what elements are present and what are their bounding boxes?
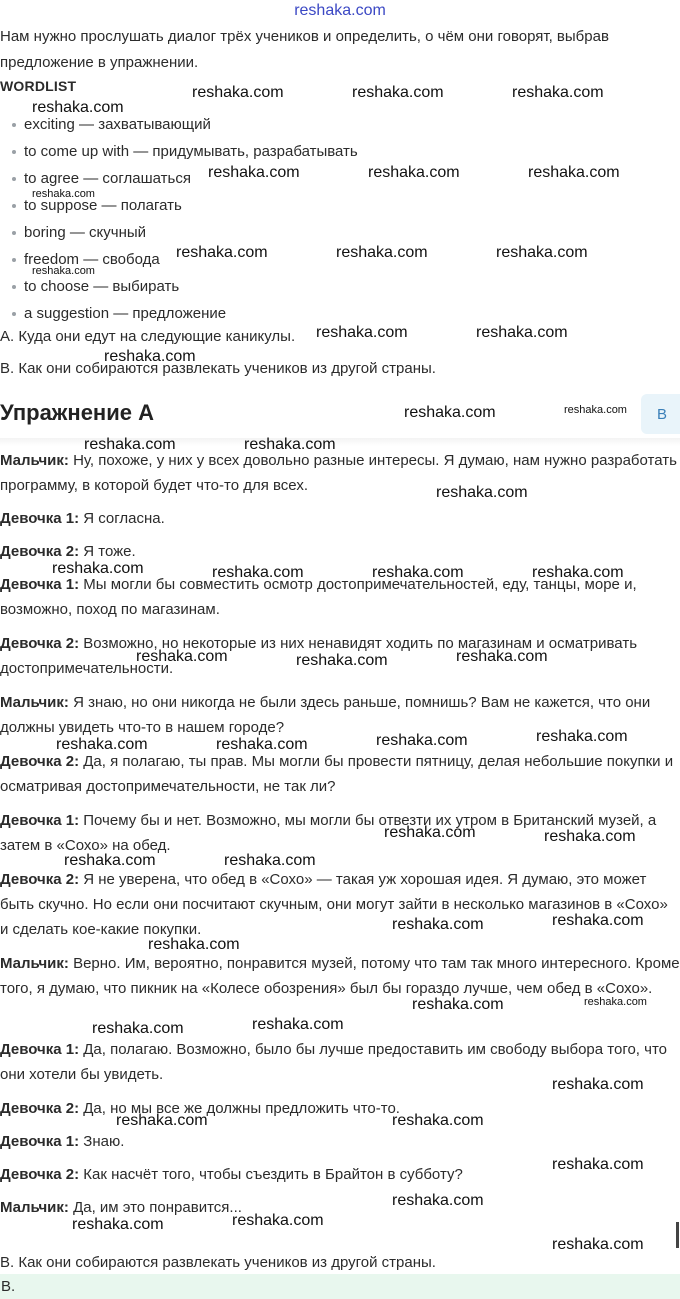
watermark: reshaka.com [392, 1112, 484, 1129]
watermark: reshaka.com [336, 244, 428, 261]
watermark: reshaka.com [392, 1192, 484, 1209]
watermark: reshaka.com [252, 1016, 344, 1033]
watermark: reshaka.com [528, 164, 620, 181]
intro-text: Нам нужно прослушать диалог трёх учеников и определить, о чём они говорят, выбрав предложение в упражнении. [0, 28, 609, 71]
bullet-icon [12, 204, 16, 208]
watermark: reshaka.com [384, 824, 476, 841]
bullet-icon [12, 231, 16, 235]
watermark: reshaka.com [176, 244, 268, 261]
watermark: reshaka.com [536, 728, 628, 745]
dialogue-line: Девочка 2: Я не уверена, что обед в «Сохо» — такая уж хорошая идея. Я думаю, это может быть скучно. Но если они посчитают скучным, они могут зайти в несколько магазинов в «Сохо» и сделать кое-какие покупки. [0, 871, 668, 938]
watermark: reshaka.com [72, 1216, 164, 1233]
watermark: reshaka.com [232, 1212, 324, 1229]
answer-bar: B. [0, 1274, 680, 1299]
watermark: reshaka.com [52, 560, 144, 577]
wordlist-item: to suppose — полагать [12, 195, 358, 222]
wordlist-title: WORDLIST [0, 78, 77, 94]
watermark: reshaka.com [496, 244, 588, 261]
option-a: A. Куда они едут на следующие каникулы. [0, 328, 296, 345]
watermark: reshaka.com [56, 736, 148, 753]
watermark: reshaka.com [136, 648, 228, 665]
watermark: reshaka.com [84, 436, 176, 453]
bullet-icon [12, 258, 16, 262]
exercise-title: Упражнение A [0, 400, 154, 425]
watermark: reshaka.com [392, 916, 484, 933]
wordlist-item: exciting — захватывающий [12, 114, 358, 141]
watermark: reshaka.com [92, 1020, 184, 1037]
watermark: reshaka.com [244, 436, 336, 453]
dialogue-line: Девочка 2: Да, я полагаю, ты прав. Мы могли бы провести пятницу, делая небольшие покупки и осматривая достопримечательности, не так ли? [0, 753, 674, 795]
watermark: reshaka.com [368, 164, 460, 181]
dialogue-line: Девочка 1: Я согласна. [0, 510, 165, 527]
dialogue-line: Мальчик: Ну, похоже, у них у всех довольно разные интересы. Я думаю, нам нужно разработать программу, в которой будет что-то для всех. [0, 452, 677, 494]
watermark: reshaka.com [32, 188, 95, 200]
tab-b[interactable]: B [641, 394, 680, 434]
watermark: reshaka.com [224, 852, 316, 869]
bullet-icon [12, 312, 16, 316]
watermark: reshaka.com [532, 564, 624, 581]
watermark: reshaka.com [412, 996, 504, 1013]
wordlist-item: a suggestion — предложение [12, 303, 358, 330]
dialogue-line: Девочка 1: Мы могли бы совместить осмотр достопримечательностей, еду, танцы, море и, возможно, поход по магазинам. [0, 576, 637, 618]
watermark: reshaka.com [552, 1156, 644, 1173]
wordlist-item: to choose — выбирать [12, 276, 358, 303]
watermark: reshaka.com [64, 852, 156, 869]
dialogue-line: Девочка 2: Я тоже. [0, 543, 136, 560]
dialogue-line: Мальчик: Я знаю, но они никогда не были здесь раньше, помнишь? Вам не кажется, что они должны увидеть что-то в нашем городе? [0, 694, 651, 736]
dialogue-line: Девочка 1: Знаю. [0, 1133, 125, 1150]
watermark: reshaka.com [584, 996, 647, 1008]
watermark: reshaka.com [316, 324, 408, 341]
site-link[interactable]: reshaka.com [294, 2, 386, 19]
answer-text: B. Как они собираются развлекать учеников из другой страны. [0, 1254, 436, 1271]
watermark: reshaka.com [552, 1076, 644, 1093]
watermark: reshaka.com [116, 1112, 208, 1129]
dialogue-line: Девочка 1: Да, полагаю. Возможно, было бы лучше предоставить им свободу выбора того, что они хотели бы увидеть. [0, 1041, 667, 1083]
dialogue-line: Мальчик: Верно. Им, вероятно, понравится музей, потому что там так много интересного. Кроме того, я думаю, что пикник на «Колесе обозрения» был бы гораздо лучше, чем обед в «Сохо». [0, 955, 680, 997]
watermark: reshaka.com [208, 164, 300, 181]
watermark: reshaka.com [372, 564, 464, 581]
watermark: reshaka.com [32, 265, 95, 277]
watermark: reshaka.com [376, 732, 468, 749]
bullet-icon [12, 285, 16, 289]
watermark: reshaka.com [148, 936, 240, 953]
option-b: B. Как они собираются развлекать учеников из другой страны. [0, 360, 436, 377]
watermark: reshaka.com [544, 828, 636, 845]
watermark: reshaka.com [192, 84, 284, 101]
watermark: reshaka.com [456, 648, 548, 665]
dialogue-line: Девочка 2: Как насчёт того, чтобы съездить в Брайтон в субботу? [0, 1166, 463, 1183]
bullet-icon [12, 177, 16, 181]
watermark: reshaka.com [552, 912, 644, 929]
wordlist-item: freedom — свобода [12, 249, 358, 276]
watermark: reshaka.com [296, 652, 388, 669]
bullet-icon [12, 123, 16, 127]
scrollbar-thumb[interactable] [676, 1222, 679, 1248]
watermark: reshaka.com [552, 1236, 644, 1253]
watermark: reshaka.com [216, 736, 308, 753]
dialogue-line: Девочка 2: Возможно, но некоторые из них ненавидят ходить по магазинам и осматривать достопримечательности. [0, 635, 638, 677]
dialogue-line: Девочка 1: Почему бы и нет. Возможно, мы могли бы отвезти их утром в Британский музей, а затем в «Сохо» на обед. [0, 812, 657, 854]
watermark: reshaka.com [564, 404, 627, 416]
bullet-icon [12, 150, 16, 154]
wordlist-item: to agree — соглашаться [12, 168, 358, 195]
dialogue-line: Мальчик: Да, им это понравится... [0, 1199, 242, 1216]
watermark: reshaka.com [212, 564, 304, 581]
wordlist [12, 114, 358, 330]
watermark: reshaka.com [352, 84, 444, 101]
wordlist-item: boring — скучный [12, 222, 358, 249]
dialogue-line: Девочка 2: Да, но мы все же должны предложить что-то. [0, 1100, 400, 1117]
watermark: reshaka.com [404, 404, 496, 421]
watermark: reshaka.com [512, 84, 604, 101]
watermark: reshaka.com [436, 484, 528, 501]
watermark: reshaka.com [476, 324, 568, 341]
watermark: reshaka.com [104, 348, 196, 365]
watermark: reshaka.com [32, 99, 124, 116]
wordlist-item: to come up with — придумывать, разрабатывать [12, 141, 358, 168]
